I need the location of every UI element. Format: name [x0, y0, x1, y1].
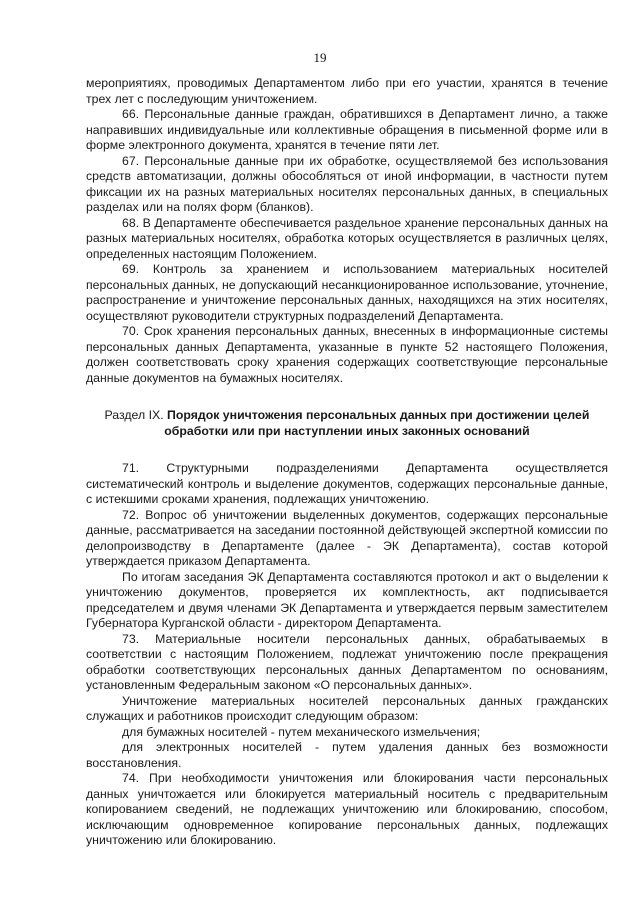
paragraph: По итогам заседания ЭК Департамента составляются протокол и акт о выделении к уничтожению документов, проверяется их комплектность, акт подписывается председателем и двумя членами ЭК Департамента и утверждается первым заместителем Губернатора Курганской области - директором Департамента. — [86, 569, 608, 630]
section-label: Раздел IX. — [104, 408, 164, 422]
paragraph: для бумажных носителей - путем механического измельчения; — [122, 724, 481, 739]
section-title: Порядок уничтожения персональных данных при достижении целей обработки или при наступлении иных законных оснований — [164, 408, 590, 438]
paragraph: 70. Срок хранения персональных данных, внесенных в информационные системы персональных данных Департамента, указанные в пункте 52 настоящего Положения, должен соответствовать сроку хранения содержащих соответствующие персональные данные документов на бумажных носителях. — [86, 324, 608, 385]
paragraph: Уничтожение материальных носителей персональных данных гражданских служащих и работников происходит следующим образом: — [86, 693, 608, 723]
paragraphs-after-section — [86, 461, 608, 849]
paragraph: 69. Контроль за хранением и использованием материальных носителей персональных данных, не допускающий несанкционированное использование, уточнение, распространение и уничтожение персональных данных, находящихся на этих носителях, осуществляют руководители структурных подразделений Департамента. — [86, 262, 608, 323]
paragraph: для электронных носителей - путем удаления данных без возможности восстановления. — [86, 740, 608, 770]
document-body — [86, 76, 608, 849]
paragraph: 72. Вопрос об уничтожении выделенных документов, содержащих персональные данные, рассматривается на заседании постоянной действующей экспертной комиссии по делопроизводству в Департаменте (далее - ЭК Департамента), состав которой утверждается приказом Департамента. — [86, 507, 608, 568]
paragraph: 71. Структурными подразделениями Департамента осуществляется систематический контроль и выделение документов, содержащих персональные данные, с истекшими сроками хранения, подлежащих уничтожению. — [86, 461, 608, 506]
paragraph: 68. В Департаменте обеспечивается раздельное хранение персональных данных на разных материальных носителях, обработка которых осуществляется в различных целях, определенных настоящим Положением. — [86, 215, 608, 261]
paragraph: 66. Персональные данные граждан, обратившихся в Департамент лично, а также направивших индивидуальные или коллективные обращения в письменной форме или в форме электронного документа, хранятся в течение пяти лет. — [86, 107, 608, 152]
page-number: 19 — [313, 50, 327, 65]
paragraph: 73. Материальные носители персональных данных, обрабатываемых в соответствии с настоящим Положением, подлежат уничтожению после прекращения обработки соответствующих персональных данных Департаментом по основаниям, установленным Федеральным законом «О персональных данных». — [86, 631, 608, 692]
paragraphs-before-section — [86, 76, 608, 386]
paragraph: 74. При необходимости уничтожения или блокирования части персональных данных уничтожается или блокируется материальный носитель с предварительным копированием сведений, не подлежащих уничтожению или блокированию, способом, исключающим одновременное копирование персональных данных, подлежащих уничтожению или блокированию. — [86, 771, 608, 847]
paragraph: мероприятиях, проводимых Департаментом либо при его участии, хранятся в течение трех лет с последующим уничтожением. — [86, 76, 608, 106]
section-heading — [86, 408, 608, 439]
paragraph: 67. Персональные данные при их обработке, осуществляемой без использования средств автоматизации, должны обособляться от иной информации, в частности путем фиксации их на разных материальных носителях персональных данных, в специальных разделах или на полях форм (бланков). — [86, 153, 608, 214]
